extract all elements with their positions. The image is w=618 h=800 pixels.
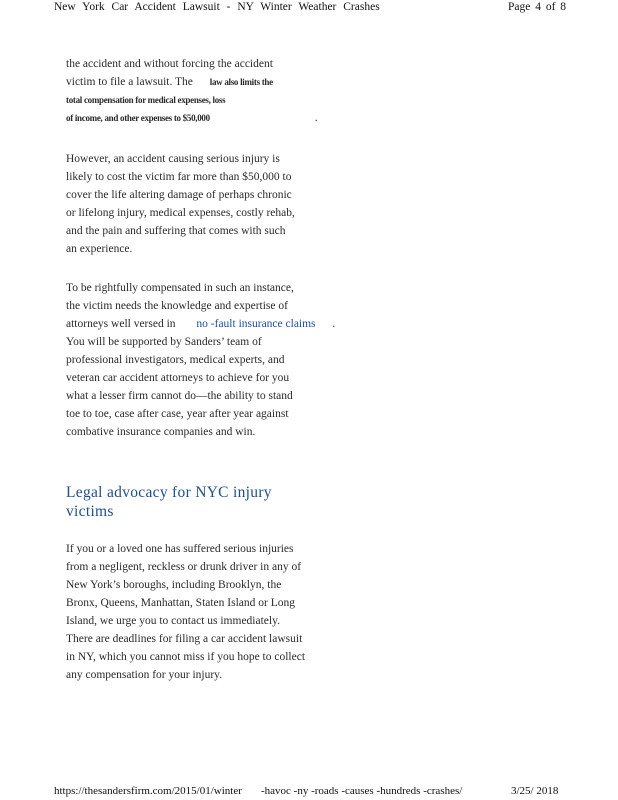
print-footer-url-part1: https://thesandersfirm.com/2015/01/winter [54, 785, 242, 797]
paragraph-no-fault-limits [66, 55, 326, 127]
heading-line: Legal advocacy for NYC injury [66, 484, 272, 501]
text-line: New York’s boroughs, including Brooklyn, the [66, 579, 282, 591]
text-line: You will be supported by Sanders’ team of [66, 336, 262, 348]
text-line: professional investigators, medical experts, and [66, 354, 285, 366]
text-line: any compensation for your injury. [66, 669, 223, 681]
text-line: If you or a loved one has suffered serious injuries [66, 543, 294, 555]
text-line: likely to cost the victim far more than $50,000 to [66, 171, 292, 183]
text-line-condensed: total compensation for medical expenses, loss [66, 95, 226, 105]
text-line: what a lesser firm cannot do—the ability to stand [66, 390, 293, 402]
text-line: the accident and without forcing the accident [66, 58, 273, 70]
text-segment: . [314, 112, 318, 124]
print-header-title: New York Car Accident Lawsuit - NY Winter Weather Crashes [54, 1, 380, 13]
text-line: However, an accident causing serious injury is [66, 153, 280, 165]
text-line: from a negligent, reckless or drunk driver in any of [66, 561, 302, 573]
text-line: Island, we urge you to contact us immediately. [66, 615, 280, 627]
text-segment: attorneys well versed in [66, 318, 176, 330]
text-line: There are deadlines for filing a car accident lawsuit [66, 633, 303, 645]
no-fault-insurance-claims-link[interactable]: no -fault insurance claims [196, 318, 316, 330]
print-footer-date: 3/25/ 2018 [511, 785, 559, 797]
heading-line: victims [66, 503, 114, 520]
paragraph-serious-injury-cost [66, 150, 326, 258]
text-line: in NY, which you cannot miss if you hope to collect [66, 651, 306, 663]
text-line: veteran car accident attorneys to achieve for you [66, 372, 290, 384]
text-segment-condensed: of income, and other expenses to $50,000 [66, 113, 210, 123]
print-header-page-number: Page 4 of 8 [508, 1, 567, 13]
text-line: the victim needs the knowledge and expertise of [66, 300, 288, 312]
text-line [66, 315, 336, 333]
text-line: an experience. [66, 243, 133, 255]
text-line: combative insurance companies and win. [66, 426, 256, 438]
text-line: cover the life altering damage of perhaps chronic [66, 189, 292, 201]
text-segment: victim to file a lawsuit. The [66, 76, 193, 88]
paragraph-rightful-compensation [66, 279, 336, 441]
text-line [66, 73, 326, 91]
section-heading-legal-advocacy [66, 483, 272, 521]
text-line: To be rightfully compensated in such an instance, [66, 282, 294, 294]
print-footer-url-part2: -havoc -ny -roads -causes -hundreds -crashes/ [261, 785, 463, 797]
text-line: toe to toe, case after case, year after year against [66, 408, 289, 420]
text-line: and the pain and suffering that comes with such [66, 225, 286, 237]
paragraph-contact-us [66, 540, 326, 684]
text-segment: . [332, 318, 336, 330]
text-line: or lifelong injury, medical expenses, costly rehab, [66, 207, 295, 219]
text-line [66, 109, 326, 127]
text-segment-condensed: law also limits the [209, 77, 273, 87]
text-line: Bronx, Queens, Manhattan, Staten Island or Long [66, 597, 295, 609]
